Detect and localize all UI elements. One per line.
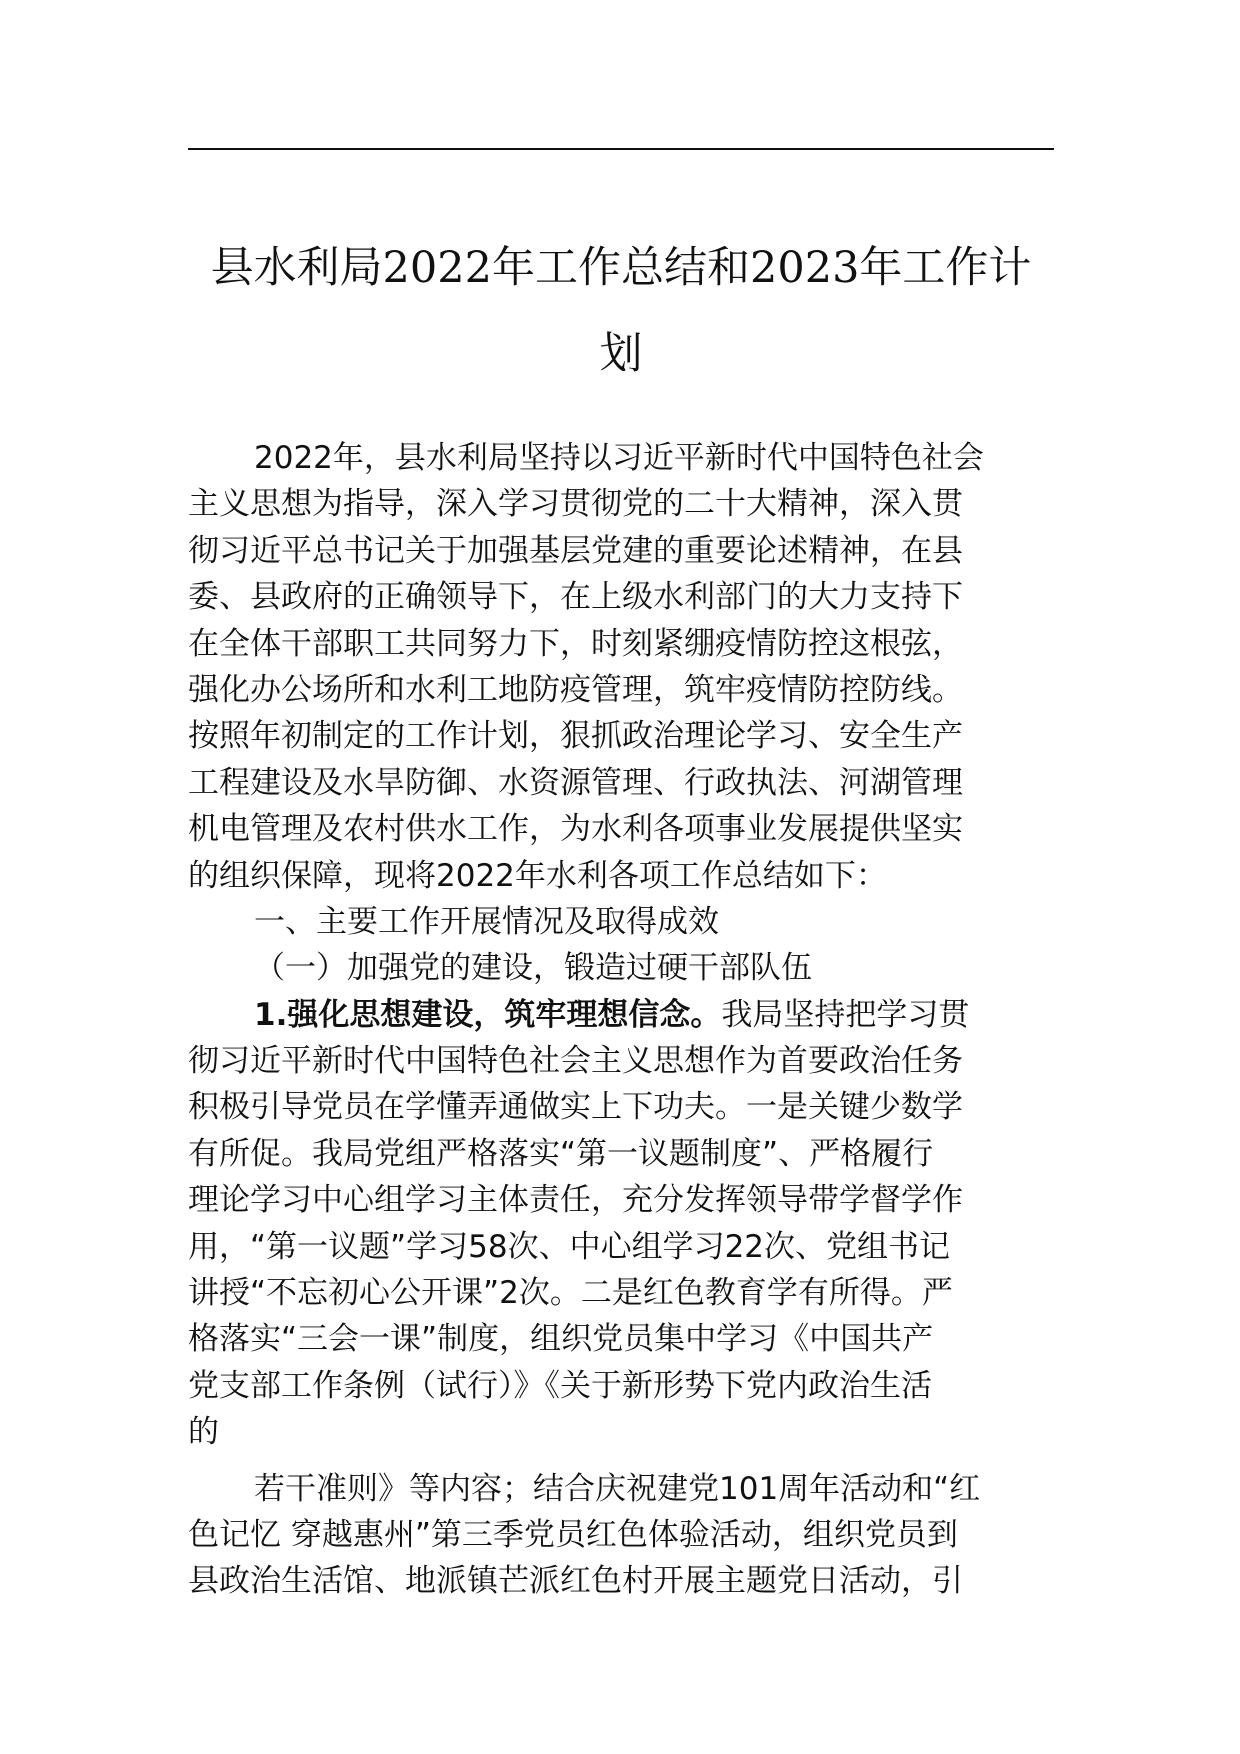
text-line: 有所促。我局党组严格落实“第一议题制度”、严格履行 — [188, 1135, 934, 1172]
text-line: 委、县政府的正确领导下，在上级水利部门的大力支持下 — [188, 579, 963, 616]
text-line: 彻习近平总书记关于加强基层党建的重要论述精神，在县 — [188, 532, 963, 569]
text-line: 讲授“不忘初心公开课”2次。二是红色教育学有所得。严 — [188, 1275, 953, 1312]
paragraph-gap — [188, 1456, 1054, 1466]
text-line: 色记忆 穿越惠州”第三季党员红色体验活动，组织党员到 — [188, 1516, 958, 1553]
point-1-lead: 1.强化思想建设，筑牢理想信念。 — [254, 996, 722, 1033]
document-body — [188, 435, 1054, 1605]
text-line: 格落实“三会一课”制度，组织党员集中学习《中国共产 — [188, 1321, 934, 1358]
text-line: 彻习近平新时代中国特色社会主义思想作为首要政治任务 — [188, 1043, 963, 1080]
text-line: 理论学习中心组学习主体责任，充分发挥领导带学督学作 — [188, 1182, 963, 1219]
header-rule — [188, 148, 1054, 150]
text-line: 若干准则》等内容；结合庆祝建党101周年活动和“红 — [254, 1470, 981, 1507]
continuation-paragraph — [188, 1466, 1054, 1605]
document-title — [188, 225, 1054, 397]
point-1-first-line-rest: 我局坚持把学习贯 — [721, 996, 970, 1033]
text-line: 的组织保障，现将2022年水利各项工作总结如下： — [188, 857, 887, 894]
section-heading-1: 一、主要工作开展情况及取得成效 — [254, 903, 719, 940]
text-line: 机电管理及农村供水工作，为水利各项事业发展提供坚实 — [188, 811, 963, 848]
text-line: 党支部工作条例（试行）》《关于新形势下党内政治生活 — [188, 1367, 932, 1404]
text-line: 用，“第一议题”学习58次、中心组学习22次、党组书记 — [188, 1228, 951, 1265]
title-line-2: 划 — [599, 329, 643, 379]
text-line: 在全体干部职工共同努力下，时刻紧绷疫情防控这根弦， — [188, 625, 963, 662]
point-1-paragraph — [188, 992, 1054, 1456]
text-line: 工程建设及水旱防御、水资源管理、行政执法、河湖管理 — [188, 764, 963, 801]
text-line: 县政治生活馆、地派镇芒派红色村开展主题党日活动，引 — [188, 1563, 963, 1600]
text-line: 主义思想为指导，深入学习贯彻党的二十大精神，深入贯 — [188, 486, 963, 523]
subsection-heading-1: （一）加强党的建设，锻造过硬干部队伍 — [254, 950, 812, 987]
intro-paragraph — [188, 435, 1054, 899]
point-1-first-line — [188, 992, 1054, 1038]
text-line: 积极引导党员在学懂弄通做实上下功夫。一是关键少数学 — [188, 1089, 963, 1126]
text-line: 按照年初制定的工作计划，狠抓政治理论学习、安全生产 — [188, 718, 963, 755]
text-line: 2022年，县水利局坚持以习近平新时代中国特色社会 — [254, 440, 984, 476]
text-line: 的 — [188, 1414, 219, 1451]
title-line-1: 县水利局2022年工作总结和2023年工作计 — [210, 243, 1032, 293]
text-line: 强化办公场所和水利工地防疫管理，筑牢疫情防控防线。 — [188, 671, 963, 708]
